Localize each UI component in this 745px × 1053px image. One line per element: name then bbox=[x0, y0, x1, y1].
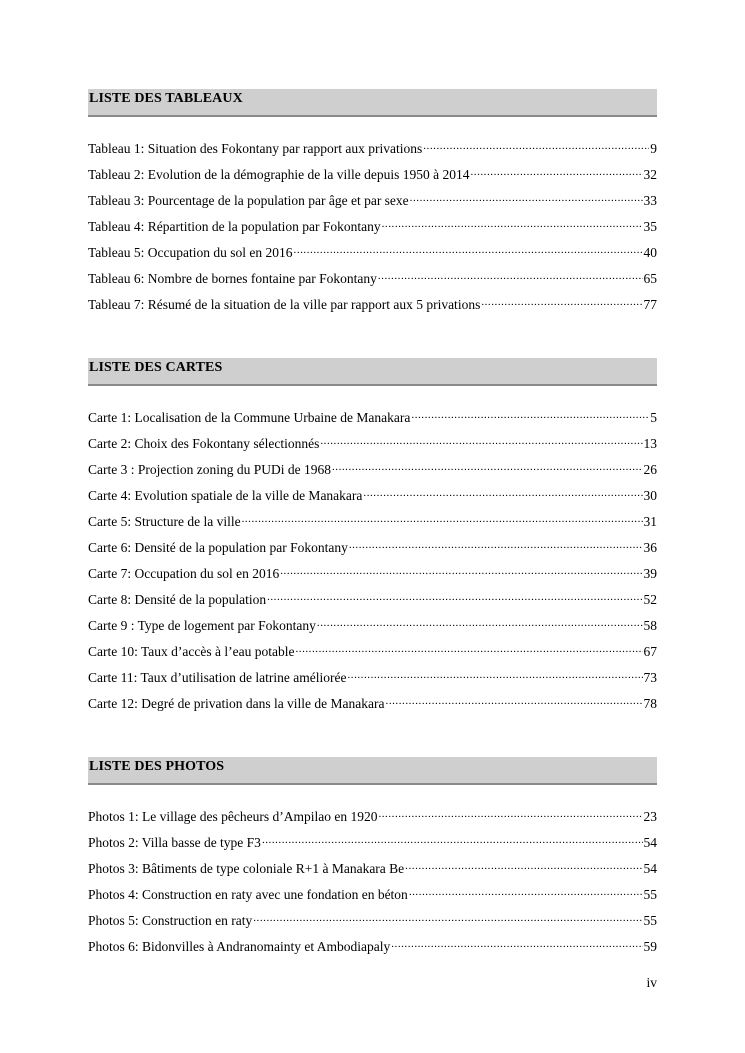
dot-leader bbox=[242, 510, 643, 526]
dot-leader bbox=[481, 293, 642, 309]
entry-title: Carte 9 : Type de logement par Fokontany bbox=[88, 618, 316, 633]
entry-title: Carte 3 : Projection zoning du PUDi de 1968 bbox=[88, 462, 331, 477]
dot-leader bbox=[363, 484, 642, 500]
section-heading: LISTE DES TABLEAUX bbox=[88, 89, 657, 117]
entry-page: 30 bbox=[643, 488, 657, 503]
entry-page: 23 bbox=[643, 809, 657, 824]
toc-entry[interactable] bbox=[88, 241, 657, 267]
toc-entry[interactable] bbox=[88, 857, 657, 883]
toc-entry[interactable] bbox=[88, 293, 657, 319]
entry-page: 54 bbox=[643, 835, 657, 850]
toc-entry[interactable] bbox=[88, 614, 657, 640]
entry-page: 59 bbox=[643, 939, 657, 954]
entry-page: 26 bbox=[643, 462, 657, 477]
entry-title: Photos 3: Bâtiments de type coloniale R+1 à Manakara Be bbox=[88, 861, 405, 876]
toc-entry[interactable] bbox=[88, 883, 657, 909]
entry-list bbox=[88, 137, 657, 319]
entry-title: Tableau 4: Répartition de la population par Fokontany bbox=[88, 219, 381, 234]
entry-list bbox=[88, 406, 657, 718]
entry-title: Tableau 7: Résumé de la situation de la ville par rapport aux 5 privations bbox=[88, 297, 481, 312]
entry-title: Photos 1: Le village des pêcheurs d’Ampilao en 1920 bbox=[88, 809, 378, 824]
entry-page: 39 bbox=[643, 566, 657, 581]
dot-leader bbox=[294, 241, 643, 257]
dot-leader bbox=[295, 640, 642, 656]
entry-title: Photos 4: Construction en raty avec une fondation en béton bbox=[88, 887, 408, 902]
entry-page: 31 bbox=[643, 514, 657, 529]
entry-page: 40 bbox=[643, 245, 657, 260]
entry-page: 33 bbox=[643, 193, 657, 208]
entry-list bbox=[88, 805, 657, 961]
entry-page: 55 bbox=[643, 913, 657, 928]
toc-entry[interactable] bbox=[88, 189, 657, 215]
toc-entry[interactable] bbox=[88, 510, 657, 536]
entry-title: Carte 5: Structure de la ville bbox=[88, 514, 241, 529]
section-heading: LISTE DES CARTES bbox=[88, 358, 657, 386]
entry-page: 54 bbox=[643, 861, 657, 876]
entry-title: Carte 1: Localisation de la Commune Urbaine de Manakara bbox=[88, 410, 411, 425]
entry-title: Tableau 6: Nombre de bornes fontaine par Fokontany bbox=[88, 271, 377, 286]
dot-leader bbox=[378, 267, 643, 283]
entry-title: Carte 7: Occupation du sol en 2016 bbox=[88, 566, 280, 581]
dot-leader bbox=[409, 883, 643, 899]
dot-leader bbox=[320, 432, 642, 448]
dot-leader bbox=[349, 536, 643, 552]
entry-title: Carte 12: Degré de privation dans la ville de Manakara bbox=[88, 696, 385, 711]
entry-page: 9 bbox=[650, 141, 657, 156]
entry-title: Carte 2: Choix des Fokontany sélectionnés bbox=[88, 436, 320, 451]
dot-leader bbox=[262, 831, 643, 847]
section-list-photos bbox=[88, 757, 657, 961]
entry-page: 65 bbox=[643, 271, 657, 286]
entry-title: Photos 6: Bidonvilles à Andranomainty et Ambodiapaly bbox=[88, 939, 391, 954]
toc-entry[interactable] bbox=[88, 562, 657, 588]
toc-entry[interactable] bbox=[88, 432, 657, 458]
entry-page: 32 bbox=[643, 167, 657, 182]
toc-entry[interactable] bbox=[88, 536, 657, 562]
toc-entry[interactable] bbox=[88, 406, 657, 432]
entry-title: Carte 4: Evolution spatiale de la ville de Manakara bbox=[88, 488, 363, 503]
dot-leader bbox=[280, 562, 642, 578]
toc-entry[interactable] bbox=[88, 267, 657, 293]
entry-page: 13 bbox=[643, 436, 657, 451]
toc-entry[interactable] bbox=[88, 137, 657, 163]
entry-title: Tableau 1: Situation des Fokontany par rapport aux privations bbox=[88, 141, 423, 156]
dot-leader bbox=[423, 137, 649, 153]
toc-entry[interactable] bbox=[88, 831, 657, 857]
toc-entry[interactable] bbox=[88, 805, 657, 831]
toc-entry[interactable] bbox=[88, 163, 657, 189]
section-heading: LISTE DES PHOTOS bbox=[88, 757, 657, 785]
toc-entry[interactable] bbox=[88, 588, 657, 614]
dot-leader bbox=[382, 215, 643, 231]
entry-page: 36 bbox=[643, 540, 657, 555]
toc-entry[interactable] bbox=[88, 692, 657, 718]
entry-title: Carte 11: Taux d’utilisation de latrine améliorée bbox=[88, 670, 347, 685]
dot-leader bbox=[405, 857, 642, 873]
dot-leader bbox=[386, 692, 643, 708]
dot-leader bbox=[411, 406, 649, 422]
toc-entry[interactable] bbox=[88, 640, 657, 666]
entry-page: 52 bbox=[643, 592, 657, 607]
dot-leader bbox=[317, 614, 643, 630]
dot-leader bbox=[470, 163, 642, 179]
entry-page: 58 bbox=[643, 618, 657, 633]
dot-leader bbox=[347, 666, 642, 682]
entry-page: 67 bbox=[643, 644, 657, 659]
dot-leader bbox=[267, 588, 642, 604]
dot-leader bbox=[253, 909, 642, 925]
entry-title: Tableau 5: Occupation du sol en 2016 bbox=[88, 245, 293, 260]
entry-page: 73 bbox=[643, 670, 657, 685]
entry-title: Tableau 3: Pourcentage de la population par âge et par sexe bbox=[88, 193, 409, 208]
section-list-cartes bbox=[88, 358, 657, 718]
dot-leader bbox=[410, 189, 643, 205]
toc-entry[interactable] bbox=[88, 215, 657, 241]
entry-title: Carte 6: Densité de la population par Fokontany bbox=[88, 540, 348, 555]
entry-title: Tableau 2: Evolution de la démographie de la ville depuis 1950 à 2014 bbox=[88, 167, 470, 182]
entry-title: Photos 2: Villa basse de type F3 bbox=[88, 835, 261, 850]
toc-entry[interactable] bbox=[88, 458, 657, 484]
dot-leader bbox=[332, 458, 643, 474]
toc-entry[interactable] bbox=[88, 935, 657, 961]
section-list-tableaux bbox=[88, 89, 657, 319]
entry-page: 77 bbox=[643, 297, 657, 312]
dot-leader bbox=[378, 805, 642, 821]
entry-title: Photos 5: Construction en raty bbox=[88, 913, 253, 928]
entry-title: Carte 8: Densité de la population bbox=[88, 592, 267, 607]
toc-entry[interactable] bbox=[88, 909, 657, 935]
entry-page: 78 bbox=[643, 696, 657, 711]
toc-entry[interactable] bbox=[88, 666, 657, 692]
dot-leader bbox=[391, 935, 642, 951]
entry-title: Carte 10: Taux d’accès à l’eau potable bbox=[88, 644, 295, 659]
entry-page: 55 bbox=[643, 887, 657, 902]
entry-page: 5 bbox=[650, 410, 657, 425]
toc-entry[interactable] bbox=[88, 484, 657, 510]
page-number: iv bbox=[646, 975, 657, 990]
entry-page: 35 bbox=[643, 219, 657, 234]
